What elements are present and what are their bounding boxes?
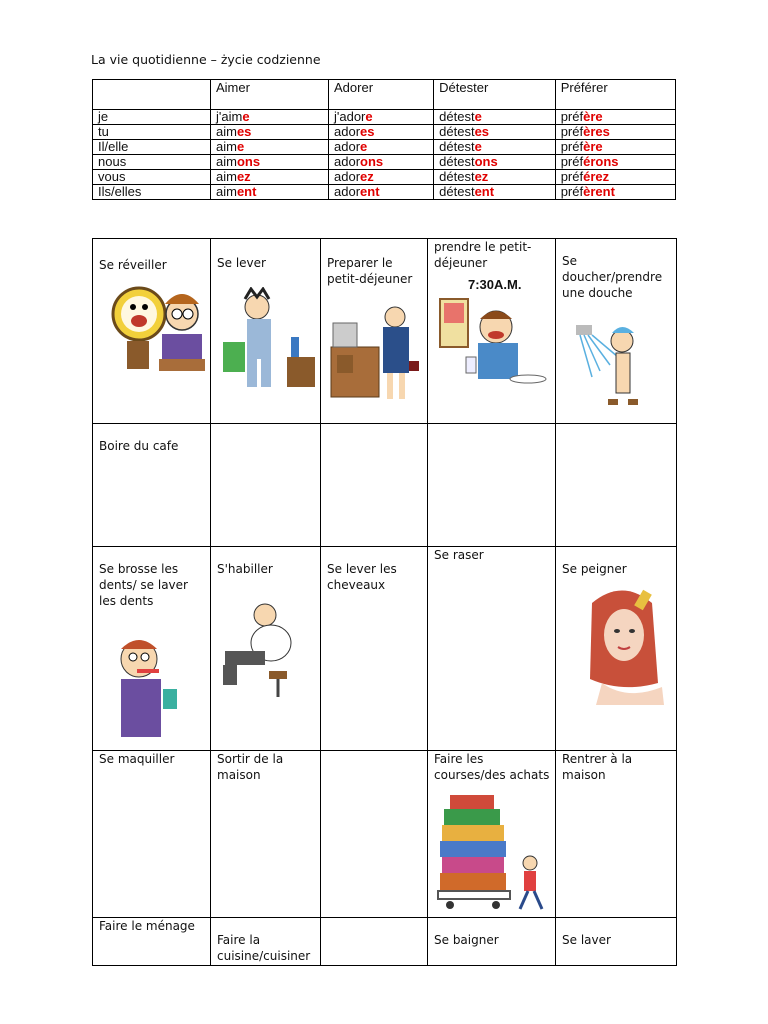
cell-se-lever [211, 239, 321, 424]
conjugation-row [93, 170, 676, 185]
conjugated-form-cell [434, 155, 556, 170]
activity-label: Se peigner [562, 562, 627, 576]
activities-row-5 [93, 918, 677, 966]
header-preferer: Préférer [555, 80, 675, 110]
verb-ending: e [474, 109, 482, 124]
man-brushing-teeth-illustration [103, 631, 193, 741]
header-empty [93, 80, 211, 110]
verb-ending: érez [583, 169, 610, 184]
verb-stem: préf [560, 139, 584, 154]
verb-stem: ador [334, 169, 361, 184]
cell-shabiller [211, 547, 321, 751]
header-adorer: Adorer [329, 80, 434, 110]
conjugated-form-cell [434, 125, 556, 140]
verb-ending: e [236, 139, 245, 154]
verb-stem: préf [560, 124, 584, 139]
verb-stem: ador [334, 124, 361, 139]
activities-table [92, 238, 677, 966]
verb-ending: érons [583, 154, 619, 169]
verb-ending: ent [236, 184, 257, 199]
cell-se-laver [556, 918, 677, 966]
man-eating-breakfast-illustration [436, 297, 548, 387]
cell-empty [321, 918, 428, 966]
cell-empty [321, 751, 428, 918]
conjugated-form-cell [555, 155, 675, 170]
verb-ending: es [360, 124, 375, 139]
activity-label: Preparer le petit-déjeuner [327, 256, 413, 286]
activity-label: Faire la cuisine/cuisiner [217, 933, 311, 963]
verb-stem: détest [439, 124, 475, 139]
activity-label: Se maquiller [99, 752, 175, 766]
cell-rentrer-a-la-maison [556, 751, 677, 918]
activity-label: Faire le ménage [99, 919, 195, 933]
conjugated-form-cell [434, 185, 556, 200]
conjugated-form-cell [329, 170, 434, 185]
cell-empty [556, 424, 677, 547]
activities-row-3 [93, 547, 677, 751]
cell-se-raser [428, 547, 556, 751]
verb-ending: e [360, 139, 368, 154]
conjugation-row [93, 125, 676, 140]
conjugated-form-cell [555, 170, 675, 185]
verb-stem: détest [439, 169, 475, 184]
header-aimer: Aimer [211, 80, 329, 110]
verb-ending: ent [474, 184, 495, 199]
conjugated-form-cell [329, 185, 434, 200]
activity-label: Se réveiller [99, 258, 167, 272]
verb-ending: e [242, 109, 250, 124]
activity-label: Faire les courses/des achats [434, 752, 550, 782]
activity-label: Se lever les cheveaux [327, 562, 397, 592]
verb-ending: ez [474, 169, 489, 184]
verb-stem: ador [334, 139, 361, 154]
conjugated-form-cell [329, 125, 434, 140]
cell-faire-la-cuisine [211, 918, 321, 966]
verb-ending: ent [360, 184, 380, 199]
verb-ending: ère [583, 139, 603, 154]
document-title: La vie quotidienne – życie codzienne [91, 52, 321, 67]
verb-stem: aim [216, 154, 237, 169]
activity-label: Se lever [217, 256, 266, 270]
conjugated-form-cell [211, 185, 329, 200]
activities-row-2 [93, 424, 677, 547]
conjugated-form-cell [211, 155, 329, 170]
verb-stem: aim [216, 184, 237, 199]
verb-ending: e [365, 109, 373, 124]
verb-stem: préf [560, 109, 584, 124]
verb-stem: détest [439, 184, 475, 199]
cell-se-brosser-les-dents [93, 547, 211, 751]
verb-ending: ons [474, 154, 498, 169]
cell-faire-le-menage [93, 918, 211, 966]
cell-se-maquiller [93, 751, 211, 918]
activity-label: prendre le petit-déjeuner [434, 240, 532, 270]
verb-stem: préf [560, 154, 584, 169]
conjugation-row [93, 185, 676, 200]
verb-stem: préf [560, 184, 584, 199]
activity-label: Sortir de la maison [217, 752, 284, 782]
activity-label: Se laver [562, 933, 611, 947]
header-detester: Détester [434, 80, 556, 110]
cell-se-peigner [556, 547, 677, 751]
pronoun-cell: Il/elle [93, 140, 211, 155]
verb-stem: détest [439, 139, 475, 154]
conjugated-form-cell [434, 110, 556, 125]
clock-time-label: 7:30A.M. [468, 277, 522, 292]
cell-se-reveiller [93, 239, 211, 424]
cell-empty [321, 424, 428, 547]
verb-stem: ador [334, 154, 361, 169]
verb-stem: aim [216, 139, 237, 154]
cell-se-doucher [556, 239, 677, 424]
conjugated-form-cell [211, 140, 329, 155]
cell-sortir-de-la-maison [211, 751, 321, 918]
conjugated-form-cell [329, 155, 434, 170]
verb-ending: ons [360, 154, 384, 169]
verb-ending: es [474, 124, 490, 139]
verb-ending: ère [583, 109, 603, 124]
cell-se-lever-les-cheveaux [321, 547, 428, 751]
cell-se-baigner [428, 918, 556, 966]
verb-ending: ères [583, 124, 610, 139]
activity-label: S'habiller [217, 562, 273, 576]
man-showering-illustration [572, 321, 662, 421]
conjugated-form-cell [555, 185, 675, 200]
cell-preparer-petit-dejeuner [321, 239, 428, 424]
activity-label: Boire du cafe [99, 439, 179, 453]
verb-stem: ador [334, 184, 361, 199]
conjugation-row [93, 110, 676, 125]
cell-faire-les-courses [428, 751, 556, 918]
pronoun-cell: vous [93, 170, 211, 185]
conjugated-form-cell [211, 170, 329, 185]
activity-label: Se baigner [434, 933, 499, 947]
alarm-clock-wakeup-illustration [107, 279, 207, 379]
conjugated-form-cell [555, 140, 675, 155]
verb-stem: détest [439, 109, 475, 124]
conjugation-row [93, 140, 676, 155]
conjugated-form-cell [329, 140, 434, 155]
man-getting-dressed-illustration [215, 601, 305, 701]
man-getting-up-illustration [219, 287, 319, 397]
pronoun-cell: je [93, 110, 211, 125]
conjugated-form-cell [555, 110, 675, 125]
woman-combing-hair-illustration [582, 583, 677, 705]
pronoun-cell: nous [93, 155, 211, 170]
verb-stem: j'aim [216, 109, 243, 124]
conjugated-form-cell [211, 110, 329, 125]
verb-ending: ez [236, 169, 251, 184]
conjugated-form-cell [434, 140, 556, 155]
cell-prendre-petit-dejeuner [428, 239, 556, 424]
verb-stem: j'ador [334, 109, 366, 124]
verb-stem: détest [439, 154, 475, 169]
verb-ending: ez [360, 169, 374, 184]
conjugated-form-cell [211, 125, 329, 140]
conjugation-row [93, 155, 676, 170]
verb-ending: es [236, 124, 252, 139]
activity-label: Se raser [434, 548, 484, 562]
verb-ending: e [474, 139, 482, 154]
activity-label: Rentrer à la maison [562, 752, 633, 782]
verb-ending: ons [236, 154, 261, 169]
cell-empty [428, 424, 556, 547]
conjugated-form-cell [434, 170, 556, 185]
activity-label: Se doucher/prendre une douche [562, 254, 663, 300]
conjugation-header-row [93, 80, 676, 110]
pronoun-cell: tu [93, 125, 211, 140]
conjugation-table [92, 79, 676, 200]
activities-row-1 [93, 239, 677, 424]
cell-boire-du-cafe [93, 424, 211, 547]
verb-stem: aim [216, 169, 237, 184]
activities-row-4 [93, 751, 677, 918]
conjugated-form-cell [555, 125, 675, 140]
conjugated-form-cell [329, 110, 434, 125]
shopping-cart-illustration [436, 785, 556, 913]
verb-ending: èrent [583, 184, 615, 199]
verb-stem: préf [560, 169, 584, 184]
verb-stem: aim [216, 124, 237, 139]
activity-label: Se brosse les dents/ se laver les dents [99, 562, 188, 608]
pronoun-cell: Ils/elles [93, 185, 211, 200]
cell-empty [211, 424, 321, 547]
man-preparing-breakfast-illustration [329, 305, 424, 405]
